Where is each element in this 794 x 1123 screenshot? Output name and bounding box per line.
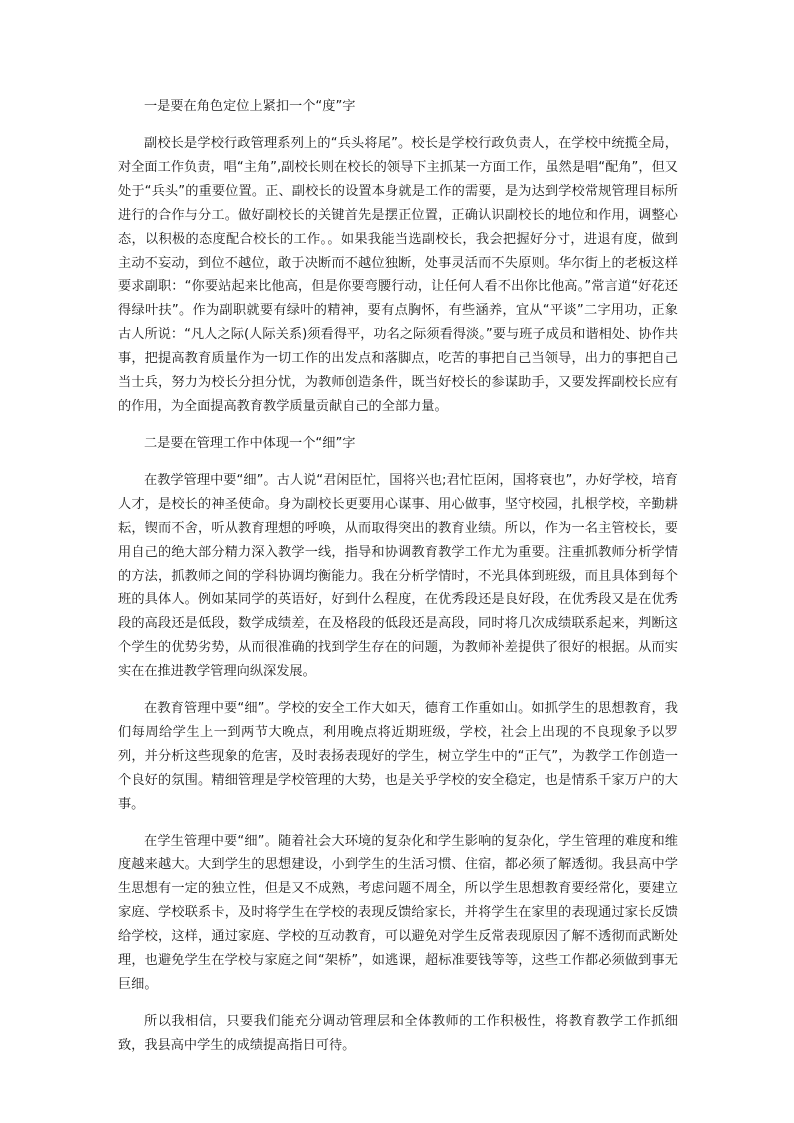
document-page (118, 95, 678, 1071)
paragraph-conclusion: 所以我相信，只要我们能充分调动管理层和全体教师的工作积极性，将教育教学工作抓细致，我县高中学生的成绩提高指日可待。 (118, 1013, 678, 1053)
paragraph-education-management: 在教育管理中要“细”。学校的安全工作大如天，德育工作重如山。如抓学生的思想教育，我们每周给学生上一到两节大晚点，利用晚点将近期班级，学校，社会上出现的不良现象予以罗列，并分析这些现象的危害，及时表扬表现好的学生，树立学生中的“正气”，为教学工作创造一个良好的氛围。精细管理是学校管理的大势，也是关乎学校的安全稳定，也是情系千家万户的大事。 (118, 701, 678, 812)
paragraph-teaching-management: 在教学管理中要“细”。古人说“君闲臣忙，国将兴也;君忙臣闲，国将衰也”，办好学校，培育人才，是校长的神圣使命。身为副校长更要用心谋事、用心做事，坚守校园，扎根学校，辛勤耕耘，锲而不舍，听从教育理想的呼唤，从而取得突出的教育业绩。所以，作为一名主管校长，要用自己的绝大部分精力深入教学一线，指导和协调教育教学工作尤为重要。注重抓教师分析学情的方法，抓教师之间的学科协调均衡能力。我在分析学情时，不光具体到班级，而且具体到每个班的具体人。例如某同学的英语好，好到什么程度，在优秀段还是良好段，在优秀段又是在优秀段的高段还是低段，数学成绩差，在及格段的低段还是高段，同时将几次成绩联系起来，判断这个学生的优势劣势，从而很准确的找到学生存在的问题，为教师补差提供了很好的根据。从而实实在在推进教学管理向纵深发展。 (118, 472, 678, 680)
paragraph-deputy-role: 副校长是学校行政管理系列上的“兵头将尾”。校长是学校行政负责人，在学校中统揽全局，对全面工作负责，唱“主角”,副校长则在校长的领导下主抓某一方面工作，虽然是唱“配角”，但又处于“兵头”的重要位置。正、副校长的设置本身就是工作的需要，是为达到学校常规管理目标所进行的合作与分工。做好副校长的关键首先是摆正位置，正确认识副校长的地位和作用，调整心态，以积极的态度配合校长的工作。。如果我能当选副校长，我会把握好分寸，进退有度，做到主动不妄动，到位不越位，敢于决断而不越位独断，处事灵活而不失原则。华尔街上的老板这样要求副职：“你要站起来比他高，但是你要弯腰行动，让任何人看不出你比他高。”常言道“好花还得绿叶扶”。作为副职就要有绿叶的精神，要有点胸怀，有些涵养，宜从“平谈”二字用功，正象古人所说：“凡人之际(人际关系)须看得平，功名之际须看得淡。”要与班子成员和谐相处、协作共事，把提高教育质量作为一切工作的出发点和落脚点，吃苦的事把自己当领导，出力的事把自己当士兵，努力为校长分担分忧，为教师创造条件，既当好校长的参谋助手，又要发挥副校长应有的作用，为全面提高教育教学质量贡献自己的全部力量。 (118, 136, 678, 414)
paragraph-student-management: 在学生管理中要“细”。随着社会大环境的复杂化和学生影响的复杂化，学生管理的难度和维度越来越大。大到学生的思想建设，小到学生的生活习惯、住宿，都必须了解透彻。我县高中学生思想有一定的独立性，但是又不成熟，考虑问题不周全，所以学生思想教育要经常化，要建立家庭、学校联系卡，及时将学生在学校的表现反馈给家长，并将学生在家里的表现通过家长反馈给学校，这样，通过家庭、学校的互动教育，可以避免对学生反常表现原因了解不透彻而武断处理，也避免学生在学校与家庭之间“架桥”，如逃课，超标准要钱等等，这些工作都必须做到事无巨细。 (118, 833, 678, 992)
section-heading-2: 二是要在管理工作中体现一个“细”字 (144, 435, 356, 451)
section-heading-1: 一是要在角色定位上紧扣一个“度”字 (144, 99, 356, 114)
